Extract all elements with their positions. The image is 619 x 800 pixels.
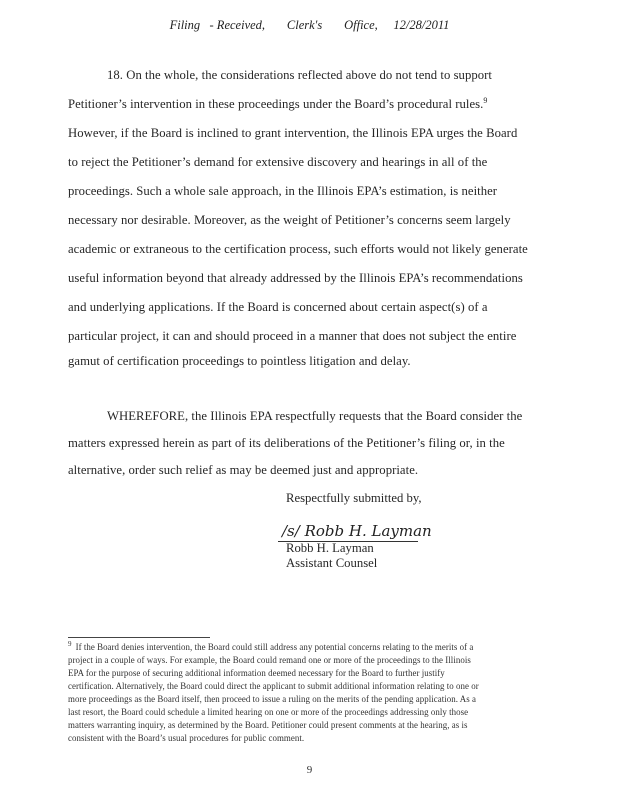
footnote-line: project in a couple of ways. For example, the Board could remand one or more of the proceedings to the Illinois (68, 655, 471, 665)
filing-stamp-header: Filing - Received, Clerk's Office, 12/28/2011 (169, 18, 450, 32)
paragraph-line: and underlying applications. If the Board is concerned about certain aspect(s) of a (68, 300, 488, 314)
wherefore-line: alternative, order such relief as may be deemed just and appropriate. (68, 463, 419, 477)
footnote-line: last resort, the Board could schedule a limited hearing on one or more of the proceedings addressing only those (68, 707, 469, 717)
footnote-divider (68, 637, 210, 638)
footnote-line: certification. Alternatively, the Board could direct the applicant to submit additional information relating to one or (68, 681, 479, 691)
wherefore-line: WHEREFORE, the Illinois EPA respectfully requests that the Board consider the (107, 409, 523, 423)
paragraph-line: useful information beyond that already addressed by the Illinois EPA’s recommendations (68, 271, 523, 285)
paragraph-line: academic or extraneous to the certification process, such efforts would not likely generate (68, 242, 528, 256)
paragraph-line: gamut of certification proceedings to pointless litigation and delay. (68, 354, 411, 368)
footnote-line: consistent with the Board’s usual procedures for public comment. (68, 733, 305, 743)
paragraph-line: However, if the Board is inclined to grant intervention, the Illinois EPA urges the Board (68, 126, 518, 140)
paragraph-line: Petitioner’s intervention in these proceedings under the Board’s procedural rules.$^9$ (68, 95, 488, 111)
footnote-line: matters warranting inquiry, as determined by the Board. Petitioner could present comments at the hearing, as is (68, 720, 468, 730)
footnote-number: 9 (68, 640, 72, 649)
footnote-reference: 9 (483, 95, 488, 105)
signer-name: Robb H. Layman (286, 541, 374, 555)
paragraph-line: proceedings. Such a whole sale approach, in the Illinois EPA’s estimation, is neither (68, 184, 498, 198)
signature-script: /s/ Robb H. Layman (282, 522, 432, 540)
paragraph-line: necessary nor desirable. Moreover, as the weight of Petitioner’s concerns seem largely (68, 213, 511, 227)
signer-title: Assistant Counsel (286, 556, 378, 570)
paragraph-line: particular project, it can and should proceed in a manner that does not subject the entire (68, 329, 517, 343)
footnote-line: EPA for the purpose of securing additional information deemed necessary for the Board to further justify (68, 668, 445, 678)
paragraph-line: 18. On the whole, the considerations reflected above do not tend to support (107, 68, 492, 82)
footnote-line: more proceedings as the Board itself, then proceed to issue a ruling on the merits of the pending application. As a (68, 694, 476, 704)
closing-text: Respectfully submitted by, (286, 491, 422, 505)
paragraph-line: to reject the Petitioner’s demand for extensive discovery and hearings in all of the (68, 155, 488, 169)
wherefore-line: matters expressed herein as part of its deliberations of the Petitioner’s filing or, in the (68, 436, 505, 450)
page-number: 9 (306, 764, 313, 776)
footnote-line: $^9$ If the Board denies intervention, the Board could still address any potential concerns relating to the merits of a (68, 640, 474, 652)
